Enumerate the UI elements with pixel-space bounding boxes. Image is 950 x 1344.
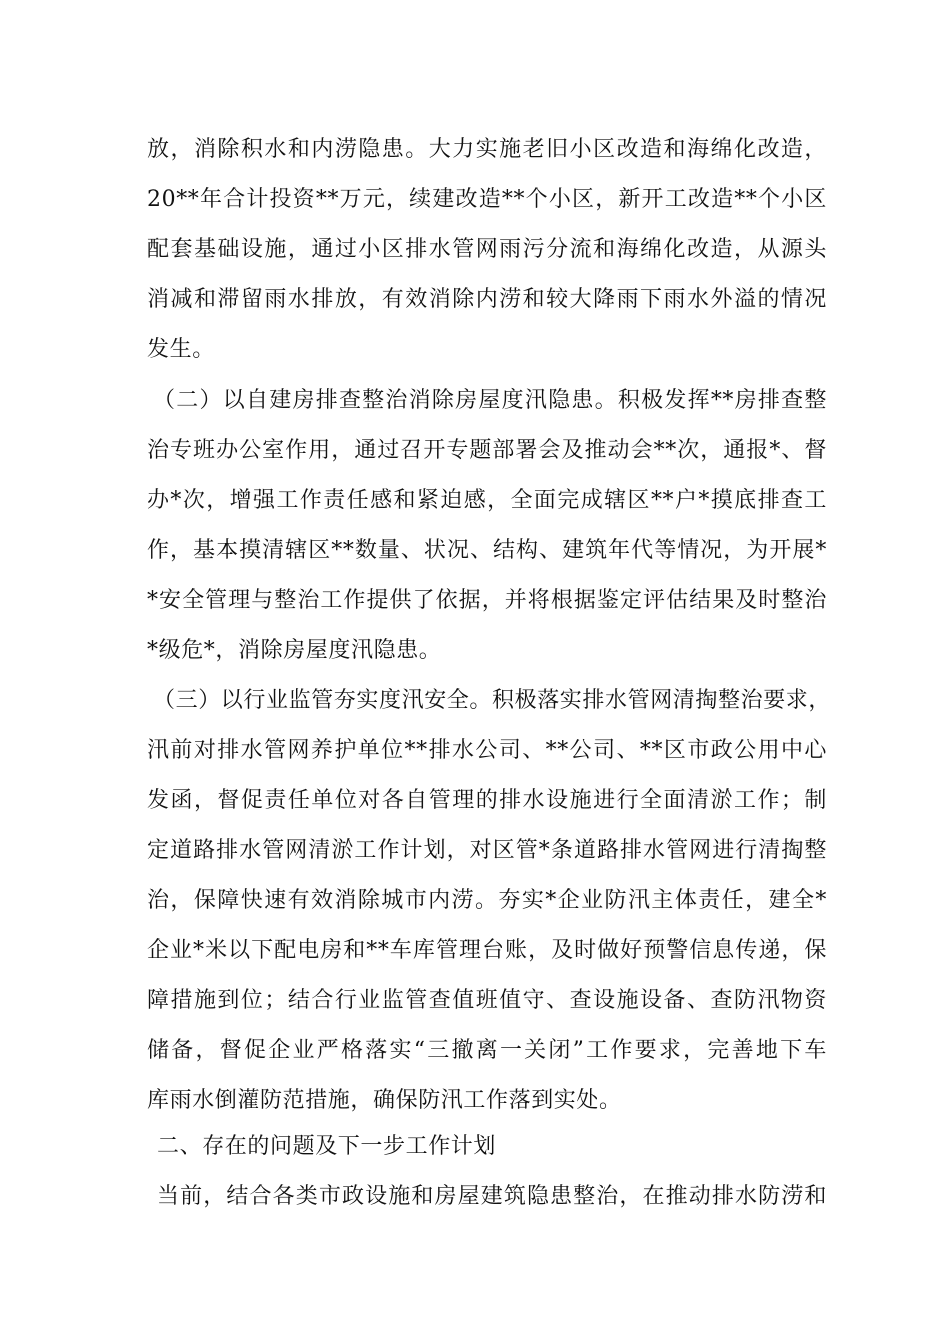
paragraph-line: 储备，督促企业严格落实“三撤离一关闭”工作要求，完善地下车 bbox=[147, 1038, 827, 1063]
chapter-heading: 二、存在的问题及下一步工作计划 bbox=[157, 1134, 497, 1159]
paragraph-line: 汛前对排水管网养护单位**排水公司、**公司、**区市政公用中心 bbox=[147, 738, 827, 763]
paragraph-line: 办*次，增强工作责任感和紧迫感，全面完成辖区**户*摸底排查工 bbox=[147, 488, 827, 513]
paragraph-line: *安全管理与整治工作提供了依据，并将根据鉴定评估结果及时整治 bbox=[147, 588, 827, 613]
paragraph-line: 消减和滞留雨水排放，有效消除内涝和较大降雨下雨水外溢的情况 bbox=[147, 287, 827, 312]
paragraph-line: 定道路排水管网清淤工作计划，对区管*条道路排水管网进行清掏整 bbox=[147, 838, 827, 863]
paragraph-line: 配套基础设施，通过小区排水管网雨污分流和海绵化改造，从源头 bbox=[147, 237, 827, 262]
paragraph-line: 20**年合计投资**万元，续建改造**个小区，新开工改造**个小区 bbox=[147, 187, 827, 212]
section-heading-line: （二）以自建房排查整治消除房屋度汛隐患。积极发挥**房排查整 bbox=[153, 388, 827, 413]
paragraph-line: 治，保障快速有效消除城市内涝。夯实*企业防汛主体责任，建全* bbox=[147, 888, 827, 913]
paragraph-line: 障措施到位；结合行业监管查值班值守、查设施设备、查防汛物资 bbox=[147, 988, 827, 1013]
paragraph-line: 放，消除积水和内涝隐患。大力实施老旧小区改造和海绵化改造， bbox=[147, 137, 827, 162]
paragraph-line: 库雨水倒灌防范措施，确保防汛工作落到实处。 bbox=[147, 1088, 622, 1113]
paragraph-line: *级危*，消除房屋度汛隐患。 bbox=[147, 638, 442, 663]
paragraph-line: 发函，督促责任单位对各自管理的排水设施进行全面清淤工作；制 bbox=[147, 788, 827, 813]
paragraph-line: 当前，结合各类市政设施和房屋建筑隐患整治，在推动排水防涝和 bbox=[157, 1184, 827, 1209]
paragraph-line: 治专班办公室作用，通过召开专题部署会及推动会**次，通报*、督 bbox=[147, 438, 827, 463]
section-heading-line: （三）以行业监管夯实度汛安全。积极落实排水管网清掏整治要求， bbox=[153, 688, 832, 713]
paragraph-line: 发生。 bbox=[147, 337, 215, 362]
paragraph-line: 作，基本摸清辖区**数量、状况、结构、建筑年代等情况，为开展* bbox=[147, 538, 827, 563]
paragraph-line: 企业*米以下配电房和**车库管理台账，及时做好预警信息传递，保 bbox=[147, 938, 827, 963]
